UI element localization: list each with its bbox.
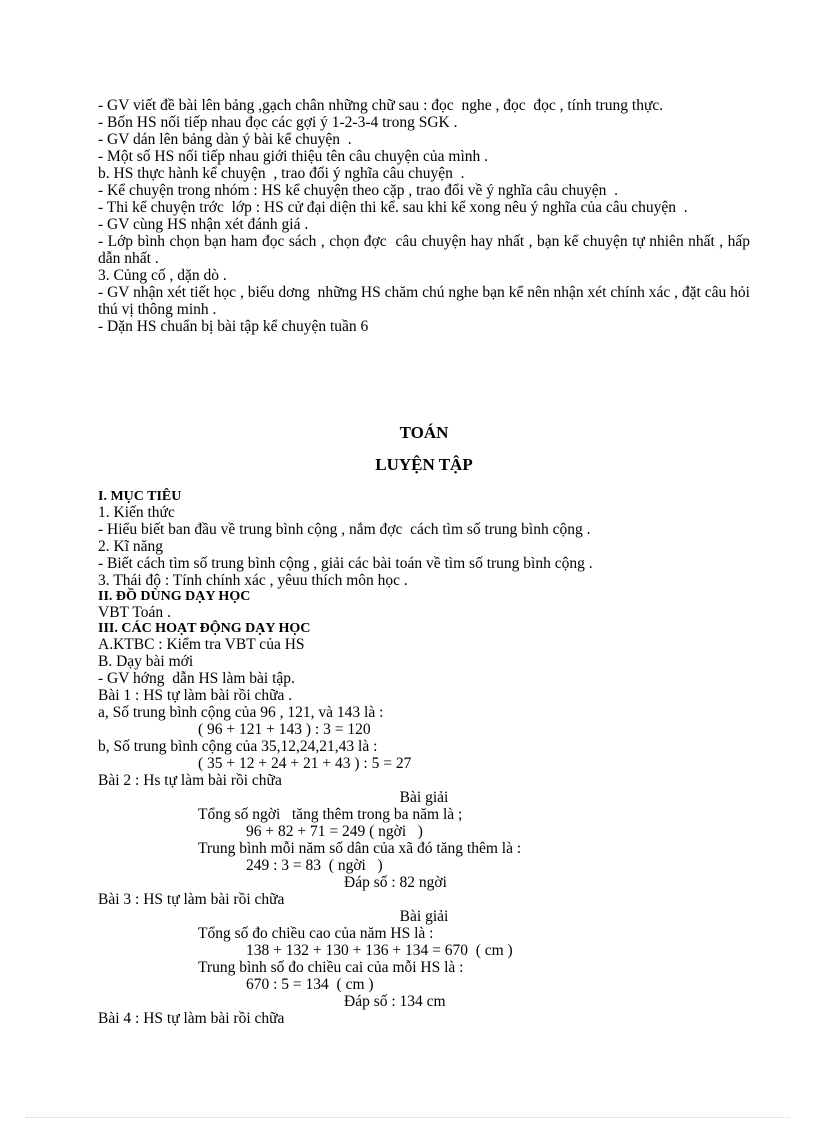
exercise2-step2: Trung bình mỗi năm số dân của xã đó tăng thêm là : bbox=[198, 840, 522, 857]
text-line: - GV hớng dẫn HS làm bài tập. bbox=[98, 670, 295, 687]
exercise4-title: Bài 4 : HS tự làm bài rồi chữa bbox=[98, 1010, 285, 1027]
text-line: - Thi kể chuyện trớc lớp : HS cử đại diện thi kể. sau khi kể xong nêu ý nghĩa của câu chuyện . bbox=[98, 199, 688, 216]
exercise2-answer: Đáp số : 82 ngời bbox=[344, 874, 447, 891]
text-line: - Kể chuyện trong nhóm : HS kể chuyện theo cặp , trao đổi về ý nghĩa câu chuyện . bbox=[98, 182, 618, 199]
text-line: B. Dạy bài mới bbox=[98, 653, 194, 670]
exercise3-answer: Đáp số : 134 cm bbox=[344, 993, 446, 1010]
text-line: 2. Kĩ năng bbox=[98, 538, 164, 555]
text-line: - Lớp bình chọn bạn ham đọc sách , chọn đợc câu chuyện hay nhất , bạn kể chuyện tự nhiên nhất , hấp dẫn nhất . bbox=[98, 233, 758, 267]
exercise2-title: Bài 2 : Hs tự làm bài rồi chữa bbox=[98, 772, 282, 789]
subject-heading: TOÁN bbox=[399, 423, 449, 442]
text-line: - Một số HS nối tiếp nhau giới thiệu tên câu chuyện của mình . bbox=[98, 148, 489, 165]
text-line: b. HS thực hành kể chuyện , trao đổi ý nghĩa câu chuyện . bbox=[98, 165, 465, 182]
text-line: 1. Kiến thức bbox=[98, 504, 175, 521]
text-line: 3. Thái độ : Tính chính xác , yêuu thích môn học . bbox=[98, 572, 408, 589]
exercise1-part-b: b, Số trung bình cộng của 35,12,24,21,43 là : bbox=[98, 738, 378, 755]
exercise2-solution-label: Bài giải bbox=[399, 789, 449, 806]
exercise3-title: Bài 3 : HS tự làm bài rồi chữa bbox=[98, 891, 285, 908]
activities-heading: III. CÁC HOẠT ĐỘNG DẠY HỌC bbox=[98, 621, 311, 636]
text-line: - GV dán lên bảng dàn ý bài kể chuyện . bbox=[98, 131, 352, 148]
text-line: - GV viết đề bài lên bảng ,gạch chân những chữ sau : đọc nghe , đọc đọc , tính trung thực. bbox=[98, 97, 664, 114]
text-line: - GV cùng HS nhận xét đánh giá . bbox=[98, 216, 309, 233]
text-line: Bài 1 : HS tự làm bài rồi chữa . bbox=[98, 687, 293, 704]
page-bottom-divider bbox=[26, 1117, 790, 1118]
exercise3-calc2: 670 : 5 = 134 ( cm ) bbox=[246, 976, 374, 993]
exercise2-calc1: 96 + 82 + 71 = 249 ( ngời ) bbox=[246, 823, 423, 840]
exercise3-solution-label: Bài giải bbox=[399, 908, 449, 925]
lesson-title: LUYỆN TẬP bbox=[375, 455, 473, 474]
exercise3-step2: Trung bình số đo chiều cai của mỗi HS là : bbox=[198, 959, 464, 976]
text-line: - Biết cách tìm số trung bình cộng , giải các bài toán về tìm số trung bình cộng . bbox=[98, 555, 593, 572]
objectives-heading: I. MỤC TIÊU bbox=[98, 489, 182, 504]
text-line: - Bốn HS nối tiếp nhau đọc các gợi ý 1-2-3-4 trong SGK . bbox=[98, 114, 458, 131]
materials-text: VBT Toán . bbox=[98, 604, 171, 621]
exercise3-step1: Tổng số đo chiều cao của năm HS là : bbox=[198, 925, 434, 942]
text-line: A.KTBC : Kiểm tra VBT của HS bbox=[98, 636, 305, 653]
exercise2-calc2: 249 : 3 = 83 ( ngời ) bbox=[246, 857, 383, 874]
exercise2-step1: Tổng số ngời tăng thêm trong ba năm là ; bbox=[198, 806, 463, 823]
text-line: - GV nhận xét tiết học , biểu dơng những HS chăm chú nghe bạn kể nên nhận xét chính xác , đặt câu hỏi thú vị thông minh . bbox=[98, 284, 754, 318]
text-line: - Dặn HS chuẩn bị bài tập kể chuyện tuần 6 bbox=[98, 318, 369, 335]
exercise3-calc1: 138 + 132 + 130 + 136 + 134 = 670 ( cm ) bbox=[246, 942, 513, 959]
exercise1-part-a: a, Số trung bình cộng của 96 , 121, và 143 là : bbox=[98, 704, 384, 721]
exercise1-calc-b: ( 35 + 12 + 24 + 21 + 43 ) : 5 = 27 bbox=[198, 755, 412, 772]
lesson-plan bbox=[98, 489, 750, 1027]
text-line: 3. Củng cố , dặn dò . bbox=[98, 267, 227, 284]
storytelling-section bbox=[98, 97, 758, 335]
document-page bbox=[98, 97, 758, 1027]
materials-heading: II. ĐỒ DÙNG DẠY HỌC bbox=[98, 589, 251, 604]
text-line: - Hiểu biết ban đầu về trung bình cộng , nắm đợc cách tìm số trung bình cộng . bbox=[98, 521, 591, 538]
exercise1-calc-a: ( 96 + 121 + 143 ) : 3 = 120 bbox=[198, 721, 371, 738]
